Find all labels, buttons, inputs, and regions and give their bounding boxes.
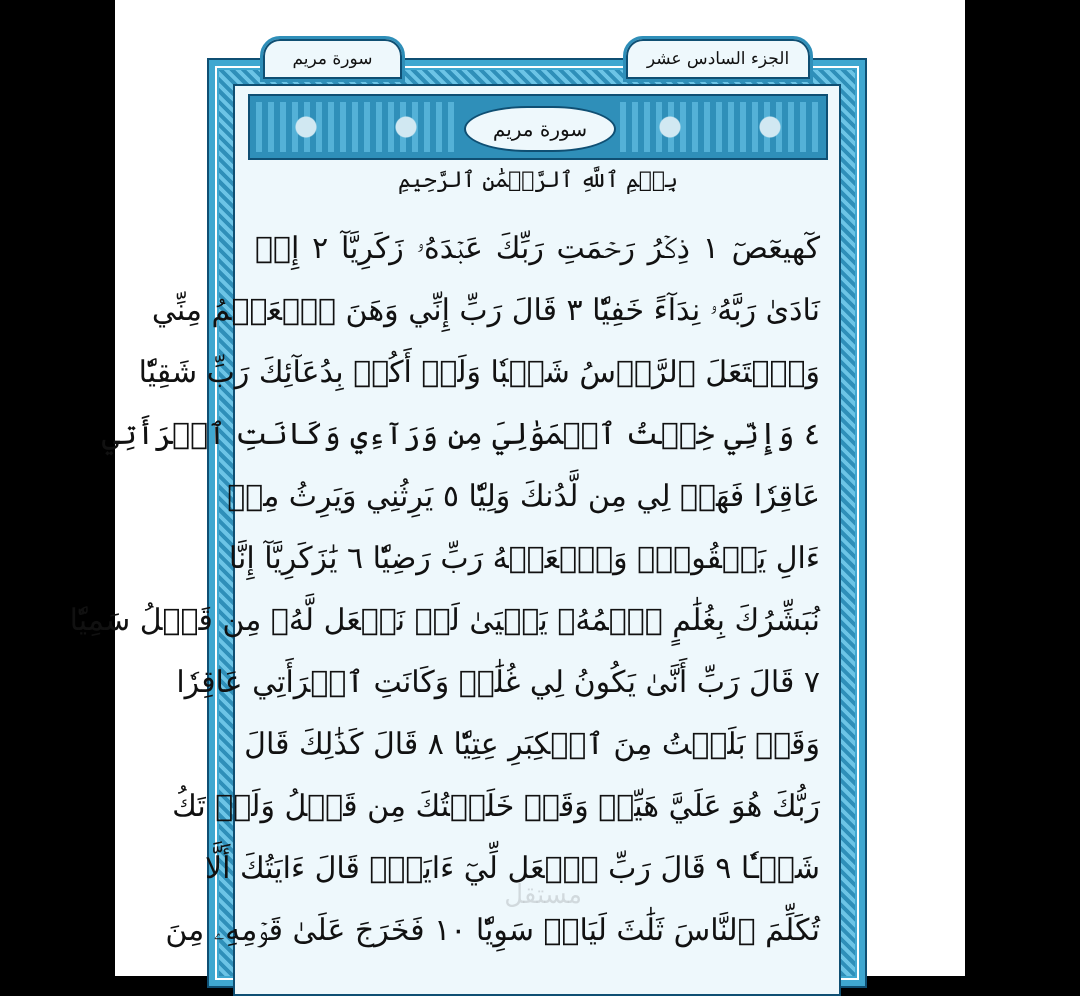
arabesque-ornament-left [256, 102, 456, 152]
verse-line: كٓهيعٓصٓ ١ ذِكۡرُ رَحۡمَتِ رَبِّكَ عَبۡدَهُۥ زَكَرِيَّآ ٢ إِذۡ [255, 231, 820, 266]
verse-line: وَقَدۡ بَلَغۡتُ مِنَ ٱلۡكِبَرِ عِتِيّٗا ٨ قَالَ كَذَٰلِكَ قَالَ [244, 727, 820, 762]
verse-lines [69, 218, 820, 962]
verse-line: ٧ قَالَ رَبِّ أَنَّىٰ يَكُونُ لِي غُلَٰمٞ وَكَانَتِ ٱمۡرَأَتِي عَاقِرٗا [176, 665, 820, 700]
verse-line: وَٱشۡتَعَلَ ٱلرَّأۡسُ شَيۡبٗا وَلَمۡ أَكُنۢ بِدُعَآئِكَ رَبِّ شَقِيّٗا [138, 355, 820, 390]
surah-title: سورة مريم [464, 106, 616, 152]
juz-label: الجزء السادس عشر [623, 36, 813, 82]
verse-line: شَيۡـٔٗا ٩ قَالَ رَبِّ ٱجۡعَل لِّيٓ ءَايَةٗۖ قَالَ ءَايَتُكَ أَلَّا [204, 851, 820, 886]
verse-line: عَاقِرٗا فَهَبۡ لِي مِن لَّدُنكَ وَلِيّٗا ٥ يَرِثُنِي وَيَرِثُ مِنۡ [227, 479, 820, 514]
verse-line: نُبَشِّرُكَ بِغُلَٰمٍ ٱسۡمُهُۥ يَحۡيَىٰ لَمۡ نَجۡعَل لَّهُۥ مِن قَبۡلُ سَمِيّٗا [69, 603, 820, 638]
surah-label: سورة مريم [260, 36, 405, 82]
verse-line: رَبُّكَ هُوَ عَلَيَّ هَيِّنٞ وَقَدۡ خَلَقۡتُكَ مِن قَبۡلُ وَلَمۡ تَكُ [172, 789, 820, 824]
verse-line: تُكَلِّمَ ٱلنَّاسَ ثَلَٰثَ لَيَالٖ سَوِيّٗا ١٠ فَخَرَجَ عَلَىٰ قَوۡمِهِۦ مِنَ [165, 913, 820, 948]
arabesque-ornament-right [620, 102, 820, 152]
watermark: مستقل [504, 880, 582, 910]
basmala: بِسۡمِ ٱللَّهِ ٱلرَّحۡمَٰنِ ٱلرَّحِيمِ [397, 168, 679, 193]
verse-line: نَادَىٰ رَبَّهُۥ نِدَآءً خَفِيّٗا ٣ قَالَ رَبِّ إِنِّي وَهَنَ ٱلۡعَظۡمُ مِنِّي [151, 293, 820, 328]
verse-line: ءَالِ يَعۡقُوبَۖ وَٱجۡعَلۡهُ رَبِّ رَضِيّٗا ٦ يَٰزَكَرِيَّآ إِنَّا [228, 541, 820, 576]
verse-line: ٤ وَإِنِّي خِفۡتُ ٱلۡمَوَٰلِيَ مِن وَرَآءِي وَكَانَتِ ٱمۡرَأَتِي [101, 417, 820, 452]
surah-header-band [248, 94, 828, 160]
